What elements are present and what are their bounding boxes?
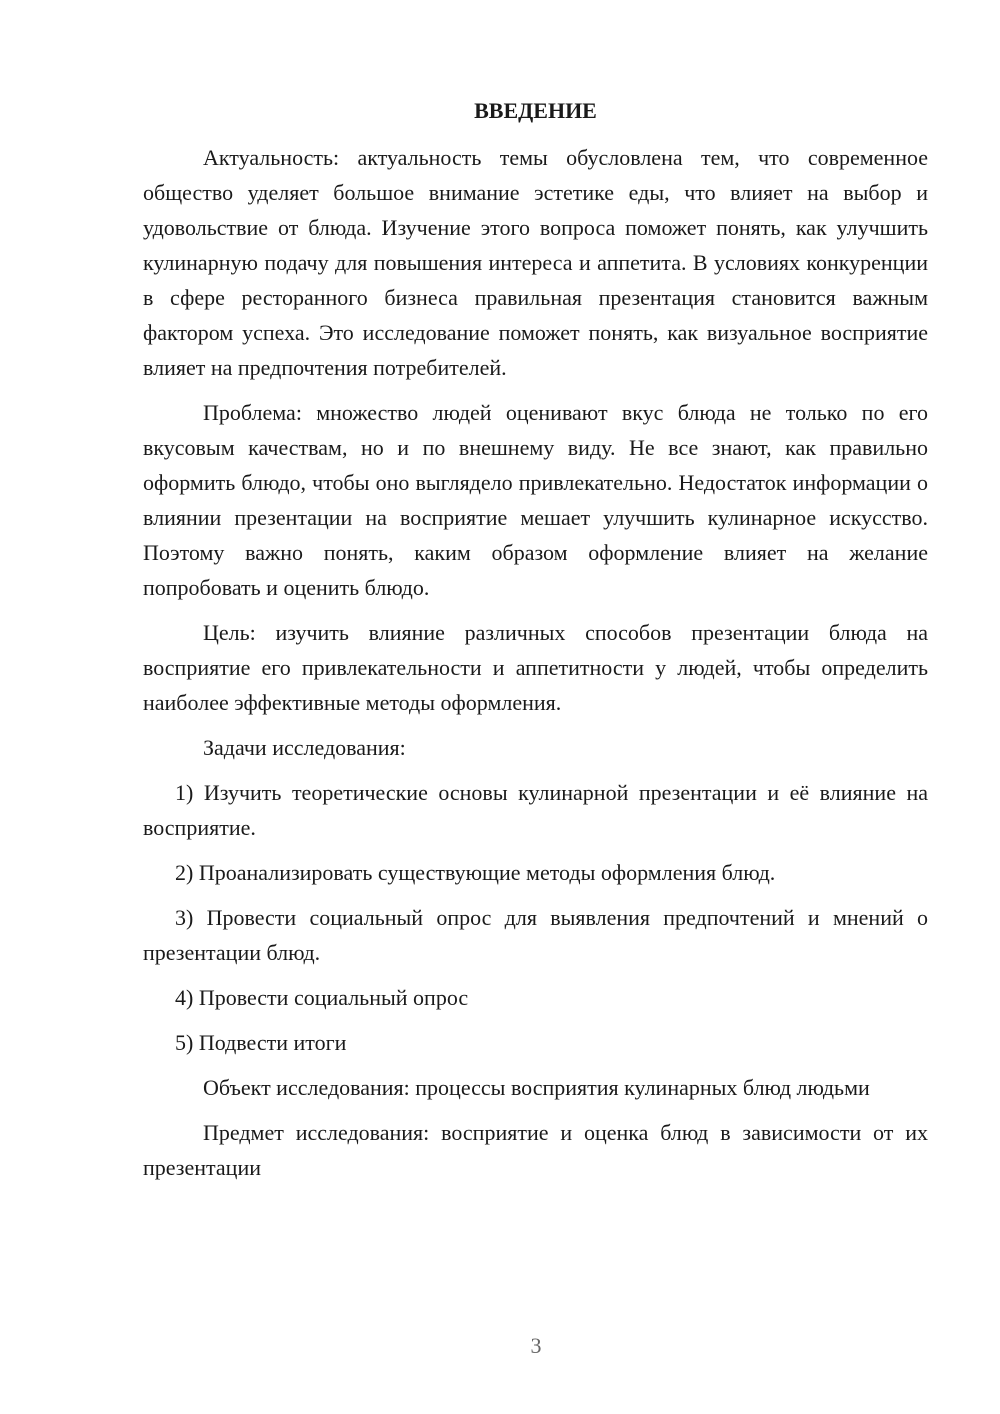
document-page <box>143 96 928 1195</box>
task-item-4: 4) Провести социальный опрос <box>175 985 469 1010</box>
problem-paragraph: Проблема: множество людей оценивают вкус блюда не только по его вкусовым качествам, но и по внешнему виду. Не все знают, как правильно оформить блюдо, чтобы оно выглядело привлекательно. Недостаток информации о влиянии презентации на восприятие мешает улучшить кулинарное искусство. Поэтому важно понять, каким образом оформление влияет на желание попробовать и оценить блюдо. <box>143 400 928 600</box>
task-item-1: 1) Изучить теоретические основы кулинарной презентации и её влияние на восприятие. <box>143 780 928 840</box>
subject-paragraph: Предмет исследования: восприятие и оценка блюд в зависимости от их презентации <box>143 1120 928 1180</box>
object-paragraph: Объект исследования: процессы восприятия кулинарных блюд людьми <box>203 1075 870 1100</box>
page-number: 3 <box>530 1333 542 1358</box>
relevance-paragraph: Актуальность: актуальность темы обусловлена тем, что современное общество уделяет большое внимание эстетике еды, что влияет на выбор и удовольствие от блюда. Изучение этого вопроса поможет понять, как улучшить кулинарную подачу для повышения интереса и аппетита. В условиях конкуренции в сфере ресторанного бизнеса правильная презентация становится важным фактором успеха. Это исследование поможет понять, как визуальное восприятие влияет на предпочтения потребителей. <box>143 145 928 380</box>
task-item-2: 2) Проанализировать существующие методы оформления блюд. <box>175 860 776 885</box>
tasks-intro: Задачи исследования: <box>203 735 406 760</box>
page-title: ВВЕДЕНИЕ <box>474 98 597 123</box>
goal-paragraph: Цель: изучить влияние различных способов презентации блюда на восприятие его привлекательности и аппетитности у людей, чтобы определить наиболее эффективные методы оформления. <box>143 620 928 715</box>
task-item-5: 5) Подвести итоги <box>175 1030 347 1055</box>
task-item-3: 3) Провести социальный опрос для выявления предпочтений и мнений о презентации блюд. <box>143 905 928 965</box>
